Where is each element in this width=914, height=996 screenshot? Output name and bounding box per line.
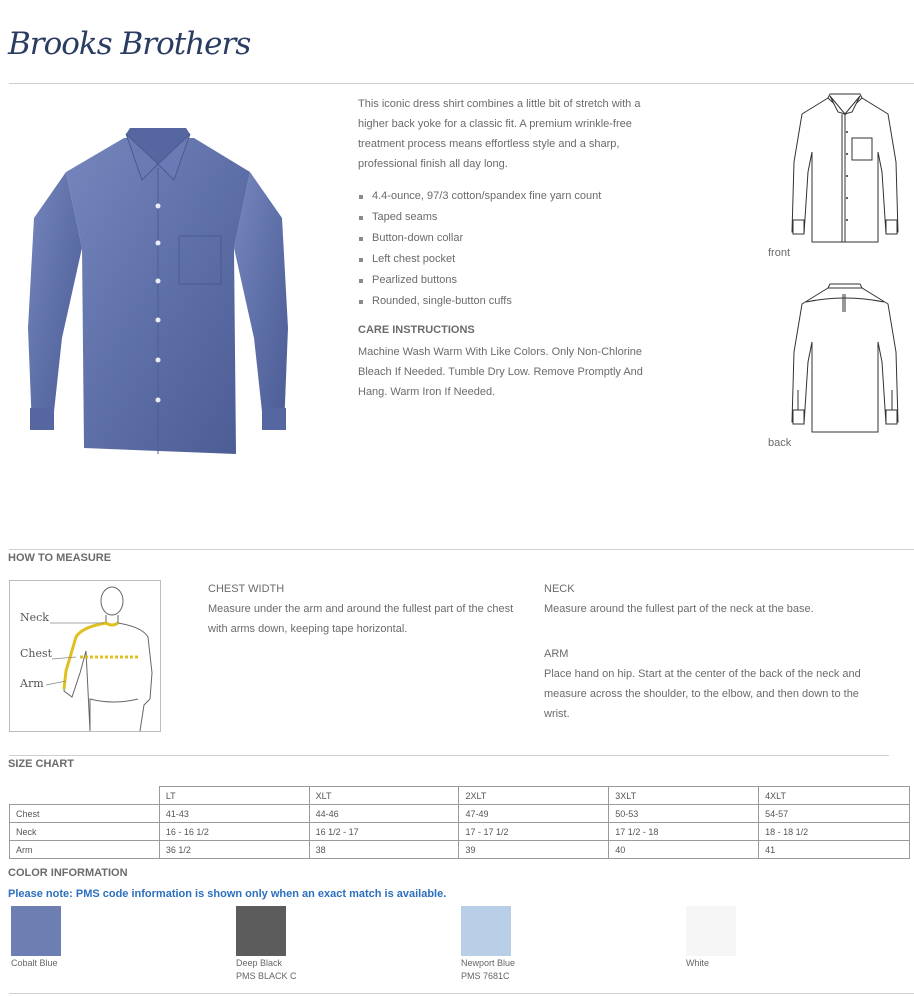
swatch-pms: PMS BLACK C xyxy=(236,971,297,981)
swatch-name: White xyxy=(686,958,710,968)
table-cell: 41-43 xyxy=(159,805,309,823)
size-header: LT xyxy=(159,787,309,805)
table-cell: 17 1/2 - 18 xyxy=(609,823,759,841)
diagram-label-neck: Neck xyxy=(20,611,49,624)
table-cell: 47-49 xyxy=(459,805,609,823)
table-cell: 50-53 xyxy=(609,805,759,823)
table-cell: 40 xyxy=(609,841,759,859)
header-divider xyxy=(9,83,914,84)
pms-note: Please note: PMS code information is shown only when an exact match is available. xyxy=(8,888,447,900)
table-corner xyxy=(10,787,160,805)
feature-item: Rounded, single-button cuffs xyxy=(358,291,658,312)
size-chart-title: SIZE CHART xyxy=(8,758,74,770)
row-label: Chest xyxy=(10,805,160,823)
row-label: Arm xyxy=(10,841,160,859)
neck-heading: NECK xyxy=(544,583,575,595)
footer-divider xyxy=(9,993,914,994)
measure-divider xyxy=(9,549,914,550)
size-header: 3XLT xyxy=(609,787,759,805)
table-cell: 38 xyxy=(309,841,459,859)
size-header: 4XLT xyxy=(759,787,910,805)
table-row xyxy=(10,841,910,859)
diagram-label-arm: Arm xyxy=(20,677,44,690)
table-cell: 39 xyxy=(459,841,609,859)
table-cell: 17 - 17 1/2 xyxy=(459,823,609,841)
flat-back-label: back xyxy=(768,437,792,449)
feature-item: Pearlized buttons xyxy=(358,270,658,291)
chest-width-text: Measure under the arm and around the fullest part of the chest with arms down, keeping tape horizontal. xyxy=(208,603,514,635)
size-chart-table xyxy=(9,786,910,859)
flat-front-label: front xyxy=(768,247,791,259)
feature-item: Left chest pocket xyxy=(358,249,658,270)
care-instructions-title: CARE INSTRUCTIONS xyxy=(358,324,475,336)
brand-logo: Brooks Brothers xyxy=(8,26,251,62)
swatch-cobalt-blue xyxy=(11,906,61,956)
arm-text: Place hand on hip. Start at the center of the back of the neck and measure across the shoulder, to the elbow, and then down to the wrist. xyxy=(544,668,861,720)
measure-diagram xyxy=(9,580,161,732)
table-cell: 36 1/2 xyxy=(159,841,309,859)
feature-item: Button-down collar xyxy=(358,228,658,249)
table-header-row xyxy=(10,787,910,805)
swatch-pms: PMS 7681C xyxy=(461,971,510,981)
feature-item: 4.4-ounce, 97/3 cotton/spandex fine yarn count xyxy=(358,186,658,207)
table-cell: 16 1/2 - 17 xyxy=(309,823,459,841)
swatch-name: Cobalt Blue xyxy=(11,958,58,968)
size-header: XLT xyxy=(309,787,459,805)
feature-list xyxy=(358,186,658,312)
table-cell: 44-46 xyxy=(309,805,459,823)
swatch-name: Deep Black xyxy=(236,958,283,968)
table-cell: 16 - 16 1/2 xyxy=(159,823,309,841)
chest-width-heading: CHEST WIDTH xyxy=(208,583,285,595)
product-photo xyxy=(26,128,290,458)
arm-heading: ARM xyxy=(544,648,569,660)
neck-text: Measure around the fullest part of the neck at the base. xyxy=(544,603,814,615)
table-cell: 54-57 xyxy=(759,805,910,823)
feature-item: Taped seams xyxy=(358,207,658,228)
table-row xyxy=(10,823,910,841)
product-description: This iconic dress shirt combines a little bit of stretch with a higher back yoke for a classic fit. A premium wrinkle-free treatment process means effortless style and a sharp, professional finish all day long. xyxy=(358,98,641,170)
diagram-label-chest: Chest xyxy=(20,647,53,660)
swatch-deep-black xyxy=(236,906,286,956)
row-label: Neck xyxy=(10,823,160,841)
how-to-measure-title: HOW TO MEASURE xyxy=(8,552,112,564)
color-info-title: COLOR INFORMATION xyxy=(8,867,128,879)
swatch-name: Newport Blue xyxy=(461,958,516,968)
table-cell: 41 xyxy=(759,841,910,859)
size-header: 2XLT xyxy=(459,787,609,805)
table-cell: 18 - 18 1/2 xyxy=(759,823,910,841)
table-row xyxy=(10,805,910,823)
size-divider xyxy=(9,755,889,756)
flat-sketch-front xyxy=(790,92,900,246)
swatch-newport-blue xyxy=(461,906,511,956)
flat-sketch-back xyxy=(790,282,900,436)
swatch-white xyxy=(686,906,736,956)
care-instructions-text: Machine Wash Warm With Like Colors. Only Non-Chlorine Bleach If Needed. Tumble Dry Low. Remove Promptly And Hang. Warm Iron If Needed. xyxy=(358,346,643,398)
